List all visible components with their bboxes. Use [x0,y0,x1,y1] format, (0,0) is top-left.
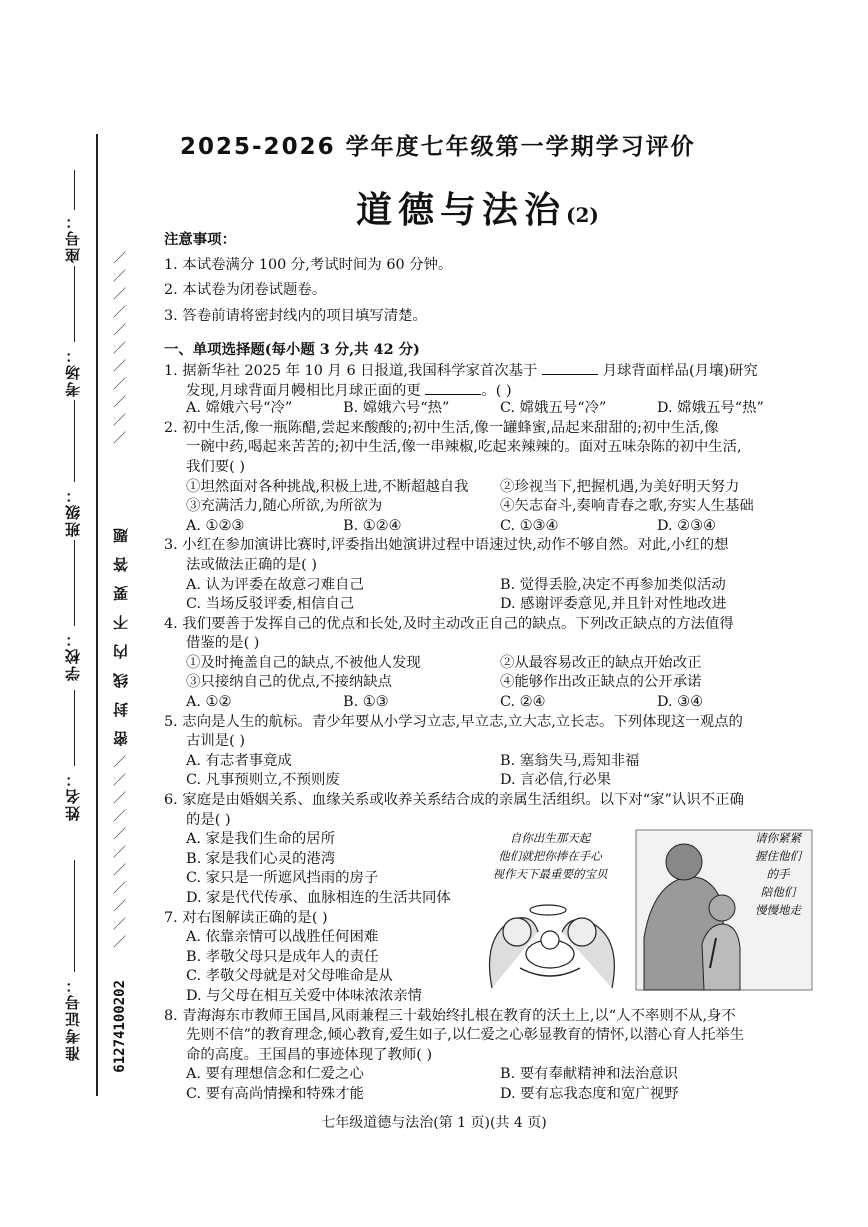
family-cartoon [472,828,814,992]
question-8-line: 命的高度。王国昌的事迹体现了教师( ) [186,1046,433,1063]
q1-text-b: 月球背面样品(月壤)研究 [602,362,758,379]
option-c[interactable]: C. 要有高尚情操和特殊才能 [186,1085,364,1102]
question-2-line: 一碗中药,喝起来苦苦的;初中生活,像一串辣椒,吃起来辣辣的。面对五味杂陈的初中生活, [186,439,742,456]
exam-room-field[interactable] [74,266,75,342]
q8-options [164,1065,814,1085]
notice-item: 3. 答卷前请将密封线内的项目填写清楚。 [164,307,427,324]
question-3-line: 法或做法正确的是( ) [186,556,317,573]
question-8-line: 先则不信”的教育理念,倾心教育,爱生如子,以仁爱之心彰显教育的情怀,以潜心育人托举生 [186,1027,745,1044]
option-d[interactable]: D. 言必信,行必果 [500,772,612,789]
seal-notice: 密封线内不要答题 [112,514,130,746]
q5-options [164,771,814,791]
option-c[interactable]: C. 当场反驳评委,相信自己 [186,596,355,613]
option-b[interactable]: B. 嫦娥六号“热” [343,400,450,417]
subject-suffix: (2) [566,203,599,227]
option-c[interactable]: C. 凡事预则立,不预则废 [186,772,340,789]
option-b[interactable]: B. ①③ [343,694,389,711]
statement-4: ④能够作出改正缺点的公开承诺 [500,674,702,691]
question-7-stem: 7. 对右图解读正确的是( ) [164,909,328,926]
q8-options [164,1085,814,1105]
option-c[interactable]: C. 嫦娥五号“冷” [500,400,607,417]
option-a[interactable]: A. 认为评委在故意刁难自己 [186,576,364,593]
seat-field[interactable] [74,170,75,210]
q4-options [164,693,814,713]
option-c[interactable]: C. ②④ [500,694,546,711]
question-8-line: 8. 青海海东市教师王国昌,风雨兼程三十载始终扎根在教育的沃土上,以“人不率则不从,身不 [164,1007,736,1024]
option-a[interactable]: A. 依靠亲情可以战胜任何困难 [186,929,379,946]
option-b[interactable]: B. 家是我们心灵的港湾 [186,850,336,867]
right-caption-line: 请你紧紧 [755,831,801,845]
right-caption-line: 的手 [766,867,790,881]
option-d[interactable]: D. ②③④ [657,517,716,534]
exam-title: 2025-2026 学年度七年级第一学期学习评价 [180,134,696,160]
question-6-line: 的是( ) [186,811,231,828]
option-d[interactable]: D. 家是代代传承、血脉相连的生活共同体 [186,890,451,906]
right-caption-line: 慢慢地走 [755,903,801,917]
subject-name: 道德与法治 [356,189,567,231]
name-field[interactable] [74,690,75,766]
subject-title [356,182,599,233]
option-d[interactable]: D. 嫦娥五号“热” [657,400,764,417]
option-b[interactable]: B. 要有奉献精神和法治意识 [500,1066,679,1083]
option-a[interactable]: A. 家是我们生命的居所 [186,831,336,848]
notice-item: 1. 本试卷满分 100 分,考试时间为 60 分钟。 [164,256,453,273]
ticket-number-field[interactable] [74,860,75,972]
option-d[interactable]: D. 与父母在相互关爱中体味浓浓亲情 [186,987,423,1004]
page-footer: 七年级道德与法治(第 1 页)(共 4 页) [321,1115,547,1131]
slash-row-lower: ／／／／／／／／／／／ [114,750,129,948]
class-label: 班级： [64,486,82,537]
q2-statements [164,478,814,498]
option-d[interactable]: D. 要有忘我态度和宽广视野 [500,1085,679,1102]
q4-statements [164,654,814,674]
option-a[interactable]: A. 有志者事竟成 [186,752,292,769]
option-a[interactable]: A. ①② [186,694,232,711]
notice-heading: 注意事项： [164,231,236,248]
question-5-line: 5. 志向是人生的航标。青少年要从小学习立志,早立志,立大志,立长志。下列体现这一观点的 [164,713,743,730]
q4-statements [164,673,814,693]
q1-text-d: 。( ) [481,382,512,399]
left-caption-line: 他们就把你捧在手心 [498,849,602,863]
statement-2: ②珍视当下,把握机遇,为美好明天努力 [500,478,740,495]
option-b[interactable]: B. 孝敬父母只是成年人的责任 [186,948,379,965]
question-2-line: 2. 初中生活,像一瓶陈醋,尝起来酸酸的;初中生活,像一罐蜂蜜,品起来甜甜的;初中生活,像 [164,419,719,436]
ticket-number-label: 准考证号： [64,976,82,1061]
option-c[interactable]: C. 家只是一所遮风挡雨的房子 [186,870,379,887]
option-c[interactable]: C. 孝敬父母就是对父母唯命是从 [186,968,393,985]
notice-item: 2. 本试卷为闭卷试题卷。 [164,282,327,299]
slash-row: ／／／／／／／／／／／ [114,246,129,444]
statement-1: ①坦然面对各种挑战,积极上进,不断超越自我 [186,478,469,495]
statement-3: ③充满活力,随心所欲,为所欲为 [186,498,383,515]
name-label: 姓名： [64,770,82,821]
section-heading: 一、单项选择题(每小题 3 分,共 42 分) [164,341,420,359]
barcode-number: 61274100202 [112,980,128,1073]
option-d[interactable]: D. ③④ [657,694,703,711]
question-5-line: 古训是( ) [186,733,245,750]
class-field[interactable] [74,400,75,482]
q1-blank-2[interactable] [425,380,481,395]
statement-2: ②从最容易改正的缺点开始改正 [500,654,702,671]
seat-label: 座号： [64,212,82,263]
option-a[interactable]: A. 嫦娥六号“冷” [186,400,293,417]
question-3-line: 3. 小红在参加演讲比赛时,评委指出她演讲过程中语速过快,动作不够自然。对此,小红的想 [164,537,729,554]
question-1-line [164,360,814,380]
option-a[interactable]: A. ①②③ [186,517,245,534]
statement-4: ④矢志奋斗,奏响青春之歌,夯实人生基础 [500,498,754,515]
option-c[interactable]: C. ①③④ [500,517,559,534]
left-caption-line: 自你出生那天起 [509,831,591,845]
left-panel [490,831,615,988]
statement-3: ③只接纳自己的优点,不接纳缺点 [186,674,393,691]
right-caption-line: 握住他们 [755,849,801,863]
q3-options [164,576,814,596]
question-4-line: 借鉴的是( ) [186,635,260,652]
option-b[interactable]: B. 塞翁失马,焉知非福 [500,752,640,769]
question-2-line: 我们要( ) [186,458,245,475]
question-1-line [164,380,814,400]
left-caption-line: 视作天下最重要的宝贝 [492,867,608,881]
q1-text-c: 发现,月球背面月幔相比月球正面的更 [186,382,421,399]
q1-text-a: 1. 据新华社 2025 年 10 月 6 日报道,我国科学家首次基于 [164,362,538,379]
q1-options [164,399,814,419]
exam-room-label: 考场： [64,346,82,397]
statement-1: ①及时掩盖自己的缺点,不被他人发现 [186,654,421,671]
q2-statements [164,497,814,517]
option-a[interactable]: A. 要有理想信念和仁爱之心 [186,1066,364,1083]
option-b[interactable]: B. ①②④ [343,517,402,534]
right-caption-line: 陪他们 [760,885,796,899]
q3-options [164,595,814,615]
q2-options [164,517,814,537]
question-6-line: 6. 家庭是由婚姻关系、血缘关系或收养关系结合成的亲属生活组织。以下对“家”认识不正确 [164,792,744,809]
school-label: 学校： [64,630,82,681]
right-panel [636,830,812,990]
q5-options [164,752,814,772]
seal-line-outer [96,134,98,1096]
option-d[interactable]: D. 感谢评委意见,并且针对性地改进 [500,596,727,613]
question-4-line: 4. 我们要善于发挥自己的优点和长处,及时主动改正自己的缺点。下列改正缺点的方法值得 [164,615,734,632]
option-b[interactable]: B. 觉得丢脸,决定不再参加类似活动 [500,576,726,593]
school-field[interactable] [74,540,75,626]
q1-blank-1[interactable] [542,360,598,375]
